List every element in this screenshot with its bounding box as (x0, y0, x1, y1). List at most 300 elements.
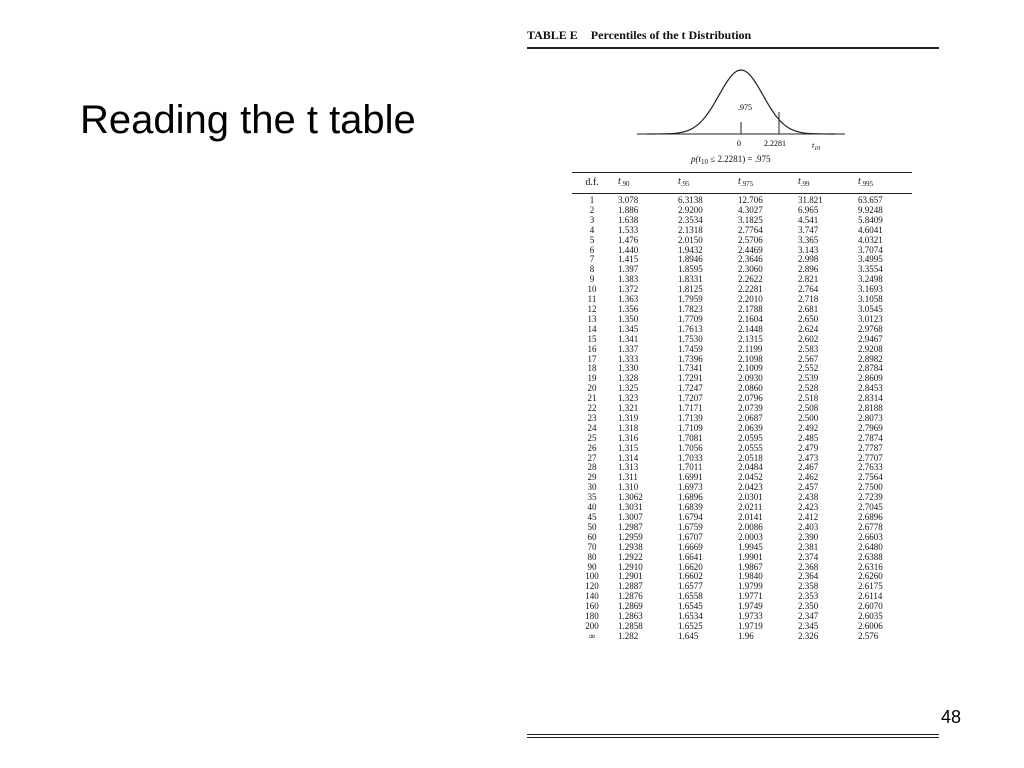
value-cell: 2.6070 (858, 601, 883, 612)
value-cell: 1.314 (618, 452, 639, 463)
value-cell: 1.350 (618, 313, 639, 324)
df-cell: 5 (589, 234, 595, 245)
value-cell: 1.7823 (678, 303, 703, 314)
value-cell: 1.440 (618, 244, 639, 255)
value-cell: 2.576 (858, 630, 879, 641)
value-cell: 2.718 (798, 294, 819, 305)
df-cell: 15 (587, 333, 597, 344)
value-cell: 2.528 (798, 383, 819, 394)
column-header (672, 173, 732, 194)
caption-prefix: p(t (691, 154, 701, 164)
page-number: 48 (941, 707, 962, 727)
t-table-scan (527, 24, 941, 740)
value-cell: 1.9945 (738, 541, 763, 552)
value-cell: 2.9467 (858, 333, 883, 344)
value-cell: 2.0141 (738, 512, 763, 522)
df-cell: 30 (587, 482, 597, 493)
value-cell: 2.9208 (858, 343, 883, 354)
value-cell: 2.8073 (858, 412, 883, 423)
value-cell: 2.3060 (738, 264, 763, 275)
value-cell: 1.6707 (678, 531, 703, 542)
value-cell: 2.6260 (858, 571, 883, 582)
value-cell: 2.1604 (738, 313, 763, 324)
value-cell: 2.7874 (858, 432, 883, 443)
value-cell: 2.650 (798, 313, 819, 324)
value-cell: 2.9768 (858, 323, 883, 334)
value-cell: 1.7709 (678, 313, 703, 324)
df-cell: 21 (587, 393, 597, 404)
df-cell: 35 (587, 492, 597, 503)
value-cell: 1.313 (618, 462, 639, 473)
value-cell: 3.7074 (858, 244, 883, 255)
value-cell: 2.821 (798, 274, 819, 285)
df-cell: 70 (587, 541, 597, 552)
value-cell: 2.2010 (738, 294, 763, 305)
value-cell: 1.6577 (678, 581, 703, 592)
df-cell: 180 (585, 611, 599, 622)
value-cell: 1.645 (678, 630, 699, 641)
df-cell: 7 (589, 254, 595, 265)
value-cell: 1.3031 (618, 502, 643, 513)
value-cell: 1.2858 (618, 620, 643, 631)
value-cell: 1.8125 (678, 284, 703, 295)
value-cell: 1.2959 (618, 531, 643, 542)
value-cell: 1.9432 (678, 244, 703, 255)
value-cell: 1.341 (618, 333, 639, 344)
axis-label (812, 141, 820, 152)
df-cell: 60 (587, 531, 597, 542)
value-cell: 2.3534 (678, 214, 703, 225)
value-cell: 1.316 (618, 432, 639, 443)
value-cell: 2.681 (798, 303, 819, 314)
value-cell: 1.6602 (678, 571, 703, 582)
value-cell: 2.7787 (858, 442, 883, 453)
column-symbol: t (738, 175, 741, 187)
column-symbol: t (618, 175, 621, 187)
value-cell: 2.364 (798, 571, 819, 582)
df-cell: 26 (587, 442, 597, 453)
value-cell: 1.6973 (678, 482, 703, 493)
value-cell: 2.539 (798, 373, 819, 384)
value-cell: 1.7081 (678, 432, 703, 443)
value-cell: 1.310 (618, 482, 639, 493)
value-cell: 2.390 (798, 531, 819, 542)
table-row (572, 345, 912, 355)
t-percentile-table (572, 172, 912, 642)
value-cell: 1.323 (618, 393, 639, 404)
df-cell: 4 (589, 224, 595, 235)
value-cell: 2.0595 (738, 432, 763, 443)
value-cell: 1.6839 (678, 502, 703, 513)
value-cell: 1.9733 (738, 611, 763, 622)
value-cell: 1.7207 (678, 393, 703, 404)
df-cell: 19 (587, 373, 597, 384)
value-cell: 2.1199 (738, 343, 763, 354)
value-cell: 2.6778 (858, 521, 883, 532)
column-subscript: .99 (800, 179, 810, 188)
value-cell: 3.0545 (858, 303, 883, 314)
df-cell: 45 (587, 512, 597, 522)
value-cell: 2.1315 (738, 333, 763, 344)
df-cell: 20 (587, 383, 597, 394)
value-cell: 1.6558 (678, 591, 703, 602)
heading-rule (527, 47, 939, 49)
value-cell: 1.2938 (618, 541, 643, 552)
value-cell: 2.6896 (858, 512, 883, 522)
value-cell: 1.311 (618, 472, 638, 483)
value-cell: 2.0452 (738, 472, 763, 483)
value-cell: 1.318 (618, 422, 639, 433)
df-header: d.f. (572, 173, 612, 194)
value-cell: 3.078 (618, 195, 639, 205)
value-cell: 2.7969 (858, 422, 883, 433)
value-cell: 1.9867 (738, 561, 763, 572)
value-cell: 1.7396 (678, 353, 703, 364)
value-cell: 1.6545 (678, 601, 703, 612)
value-cell: 1.325 (618, 383, 639, 394)
value-cell: 1.363 (618, 294, 639, 305)
value-cell: 1.7033 (678, 452, 703, 463)
value-cell: 1.7011 (678, 462, 703, 473)
value-cell: 1.2887 (618, 581, 643, 592)
value-cell: 2.552 (798, 363, 819, 374)
value-cell: 1.383 (618, 274, 639, 285)
value-cell: 1.319 (618, 412, 639, 423)
value-cell: 2.462 (798, 472, 819, 483)
df-cell: ∞ (588, 630, 596, 641)
df-cell: 90 (587, 561, 597, 572)
value-cell: 1.476 (618, 234, 639, 245)
df-cell: 120 (585, 581, 599, 592)
value-cell: 1.6525 (678, 620, 703, 631)
df-cell: 3 (589, 214, 595, 225)
value-cell: 31.821 (798, 195, 823, 205)
value-cell: 2.0484 (738, 462, 763, 473)
column-subscript: .975 (740, 179, 754, 188)
table-row (572, 632, 912, 642)
value-cell: 2.0211 (738, 502, 763, 513)
value-cell: 1.7959 (678, 294, 703, 305)
value-cell: 2.5706 (738, 234, 763, 245)
value-cell: 2.6114 (858, 591, 883, 602)
df-cell: 25 (587, 432, 597, 443)
value-cell: 2.345 (798, 620, 819, 631)
df-cell: 10 (587, 284, 597, 295)
value-cell: 1.7247 (678, 383, 703, 394)
value-cell: 2.457 (798, 482, 819, 493)
value-cell: 1.415 (618, 254, 639, 265)
probability-caption (691, 154, 771, 166)
value-cell: 1.330 (618, 363, 639, 374)
value-cell: 1.2901 (618, 571, 643, 582)
value-cell: 2.6006 (858, 620, 883, 631)
value-cell: 1.8331 (678, 274, 703, 285)
value-cell: 2.438 (798, 492, 819, 503)
table-body (572, 194, 912, 642)
value-cell: 2.567 (798, 353, 819, 364)
value-cell: 2.7045 (858, 502, 883, 513)
value-cell: 2.403 (798, 521, 819, 532)
value-cell: 2.473 (798, 452, 819, 463)
value-cell: 3.143 (798, 244, 819, 255)
area-label: .975 (738, 103, 752, 112)
slide-title: Reading the t table (80, 98, 416, 142)
column-subscript: .995 (860, 179, 874, 188)
df-cell: 11 (587, 294, 597, 305)
value-cell: 1.533 (618, 224, 639, 235)
value-cell: 1.7291 (678, 373, 703, 384)
value-cell: 1.7530 (678, 333, 703, 344)
column-header (612, 173, 672, 194)
value-cell: 2.0086 (738, 521, 763, 532)
value-cell: 2.602 (798, 333, 819, 344)
value-cell: 1.6669 (678, 541, 703, 552)
value-cell: 9.9248 (858, 204, 883, 215)
value-cell: 4.541 (798, 214, 819, 225)
value-cell: 1.6641 (678, 551, 703, 562)
value-cell: 2.7707 (858, 452, 883, 463)
value-cell: 1.7459 (678, 343, 703, 354)
value-cell: 1.2863 (618, 611, 643, 622)
value-cell: 3.2498 (858, 274, 883, 285)
df-cell: 9 (589, 274, 595, 285)
value-cell: 2.0930 (738, 373, 763, 384)
value-cell: 3.1693 (858, 284, 883, 295)
value-cell: 2.764 (798, 284, 819, 295)
table-header-row (572, 173, 912, 194)
value-cell: 2.0150 (678, 234, 703, 245)
value-cell: 3.0123 (858, 313, 883, 324)
value-cell: 2.350 (798, 601, 819, 612)
value-cell: 1.6759 (678, 521, 703, 532)
column-header (852, 173, 912, 194)
value-cell: 1.7109 (678, 422, 703, 433)
df-cell: 1 (589, 195, 595, 205)
value-cell: 3.747 (798, 224, 819, 235)
value-cell: 1.3062 (618, 492, 643, 503)
zero-label: 0 (737, 139, 741, 148)
value-cell: 2.8784 (858, 363, 883, 374)
value-cell: 2.2622 (738, 274, 763, 285)
value-cell: 1.6794 (678, 512, 703, 522)
value-cell: 1.333 (618, 353, 639, 364)
value-cell: 1.6620 (678, 561, 703, 572)
value-cell: 2.326 (798, 630, 819, 641)
value-cell: 1.9771 (738, 591, 763, 602)
df-cell: 18 (587, 363, 597, 374)
column-header (732, 173, 792, 194)
value-cell: 2.0423 (738, 482, 763, 493)
caption-suffix: ≤ 2.2281) = .975 (708, 154, 771, 164)
column-subscript: .90 (620, 179, 630, 188)
value-cell: 2.6175 (858, 581, 883, 592)
value-cell: 1.321 (618, 403, 639, 414)
df-cell: 29 (587, 472, 597, 483)
value-cell: 2.353 (798, 591, 819, 602)
value-cell: 1.372 (618, 284, 639, 295)
value-cell: 2.358 (798, 581, 819, 592)
value-cell: 1.282 (618, 630, 639, 641)
value-cell: 2.423 (798, 502, 819, 513)
axis-subscript: 10 (814, 146, 821, 152)
df-cell: 12 (587, 303, 597, 314)
value-cell: 2.0555 (738, 442, 763, 453)
value-cell: 1.6896 (678, 492, 703, 503)
value-cell: 6.965 (798, 204, 819, 215)
bottom-rule (527, 734, 939, 735)
value-cell: 2.7500 (858, 482, 883, 493)
value-cell: 1.9719 (738, 620, 763, 631)
t-distribution-curve (627, 52, 857, 157)
df-cell: 23 (587, 412, 597, 423)
value-cell: 2.1009 (738, 363, 763, 374)
value-cell: 2.0003 (738, 531, 763, 542)
value-cell: 1.6991 (678, 472, 703, 483)
value-cell: 2.8982 (858, 353, 883, 364)
critical-label: 2.2281 (764, 139, 786, 148)
value-cell: 2.412 (798, 512, 819, 522)
df-cell: 200 (585, 620, 599, 631)
value-cell: 1.9901 (738, 551, 763, 562)
value-cell: 1.96 (738, 630, 754, 641)
value-cell: 1.7341 (678, 363, 703, 374)
df-cell: 160 (585, 601, 599, 612)
value-cell: 2.500 (798, 412, 819, 423)
df-cell: 17 (587, 353, 597, 364)
value-cell: 2.8314 (858, 393, 883, 404)
value-cell: 1.3007 (618, 512, 643, 522)
value-cell: 1.9840 (738, 571, 763, 582)
value-cell: 1.2910 (618, 561, 643, 572)
value-cell: 2.3646 (738, 254, 763, 265)
value-cell: 2.479 (798, 442, 819, 453)
value-cell: 2.492 (798, 422, 819, 433)
value-cell: 2.467 (798, 462, 819, 473)
value-cell: 2.896 (798, 264, 819, 275)
value-cell: 2.583 (798, 343, 819, 354)
value-cell: 1.8946 (678, 254, 703, 265)
column-header (792, 173, 852, 194)
value-cell: 2.0687 (738, 412, 763, 423)
value-cell: 1.7613 (678, 323, 703, 334)
value-cell: 1.315 (618, 442, 639, 453)
value-cell: 3.365 (798, 234, 819, 245)
value-cell: 2.9200 (678, 204, 703, 215)
value-cell: 4.0321 (858, 234, 883, 245)
value-cell: 1.9799 (738, 581, 763, 592)
value-cell: 1.8595 (678, 264, 703, 275)
df-cell: 24 (587, 422, 597, 433)
value-cell: 2.7564 (858, 472, 883, 483)
value-cell: 2.4469 (738, 244, 763, 255)
df-cell: 40 (587, 502, 597, 513)
value-cell: 2.0860 (738, 383, 763, 394)
value-cell: 3.1058 (858, 294, 883, 305)
value-cell: 2.0639 (738, 422, 763, 433)
column-symbol: t (798, 175, 801, 187)
value-cell: 2.485 (798, 432, 819, 443)
value-cell: 2.6388 (858, 551, 883, 562)
value-cell: 2.0739 (738, 403, 763, 414)
df-cell: 6 (589, 244, 595, 255)
value-cell: 2.381 (798, 541, 819, 552)
table-label: TABLE E (527, 28, 578, 42)
value-cell: 63.657 (858, 195, 883, 205)
value-cell: 2.6603 (858, 531, 883, 542)
value-cell: 1.2876 (618, 591, 643, 602)
value-cell: 2.8609 (858, 373, 883, 384)
value-cell: 1.328 (618, 373, 639, 384)
value-cell: 3.1825 (738, 214, 763, 225)
bottom-rule-double (527, 737, 939, 738)
axis-symbol: t (812, 141, 815, 150)
value-cell: 2.2281 (738, 284, 763, 295)
value-cell: 2.518 (798, 393, 819, 404)
df-cell: 2 (589, 204, 595, 215)
value-cell: 2.347 (798, 611, 819, 622)
df-cell: 14 (587, 323, 597, 334)
value-cell: 1.345 (618, 323, 639, 334)
df-cell: 8 (589, 264, 595, 275)
df-cell: 16 (587, 343, 597, 354)
column-subscript: .95 (680, 179, 690, 188)
value-cell: 2.7633 (858, 462, 883, 473)
value-cell: 1.886 (618, 204, 639, 215)
value-cell: 2.0796 (738, 393, 763, 404)
value-cell: 2.6480 (858, 541, 883, 552)
df-cell: 28 (587, 462, 597, 473)
value-cell: 5.8409 (858, 214, 883, 225)
value-cell: 2.0301 (738, 492, 763, 503)
value-cell: 2.998 (798, 254, 819, 265)
table-heading (527, 28, 751, 43)
value-cell: 1.7056 (678, 442, 703, 453)
value-cell: 2.0518 (738, 452, 763, 463)
value-cell: 1.337 (618, 343, 639, 354)
value-cell: 2.8453 (858, 383, 883, 394)
value-cell: 2.508 (798, 403, 819, 414)
value-cell: 2.1318 (678, 224, 703, 235)
value-cell: 2.7239 (858, 492, 883, 503)
value-cell: 1.2987 (618, 521, 643, 532)
value-cell: 1.638 (618, 214, 639, 225)
table-heading-text: Percentiles of the t Distribution (590, 28, 752, 42)
value-cell: 2.7764 (738, 224, 763, 235)
value-cell: 1.397 (618, 264, 639, 275)
value-cell: 1.2922 (618, 551, 643, 562)
df-cell: 13 (587, 313, 597, 324)
caption-subscript: 10 (701, 158, 708, 166)
value-cell: 3.4995 (858, 254, 883, 265)
df-cell: 27 (587, 452, 597, 463)
value-cell: 2.624 (798, 323, 819, 334)
value-cell: 2.6316 (858, 561, 883, 572)
value-cell: 2.1788 (738, 303, 763, 314)
column-symbol: t (678, 175, 681, 187)
value-cell: 1.7171 (678, 403, 703, 414)
value-cell: 1.2869 (618, 601, 643, 612)
value-cell: 2.8188 (858, 403, 883, 414)
value-cell: 1.356 (618, 303, 639, 314)
value-cell: 2.6035 (858, 611, 883, 622)
df-cell: 80 (587, 551, 597, 562)
value-cell: 2.368 (798, 561, 819, 572)
df-cell: 140 (585, 591, 599, 602)
value-cell: 1.6534 (678, 611, 703, 622)
df-cell: 100 (585, 571, 599, 582)
value-cell: 3.3554 (858, 264, 883, 275)
df-cell: 22 (587, 403, 597, 414)
